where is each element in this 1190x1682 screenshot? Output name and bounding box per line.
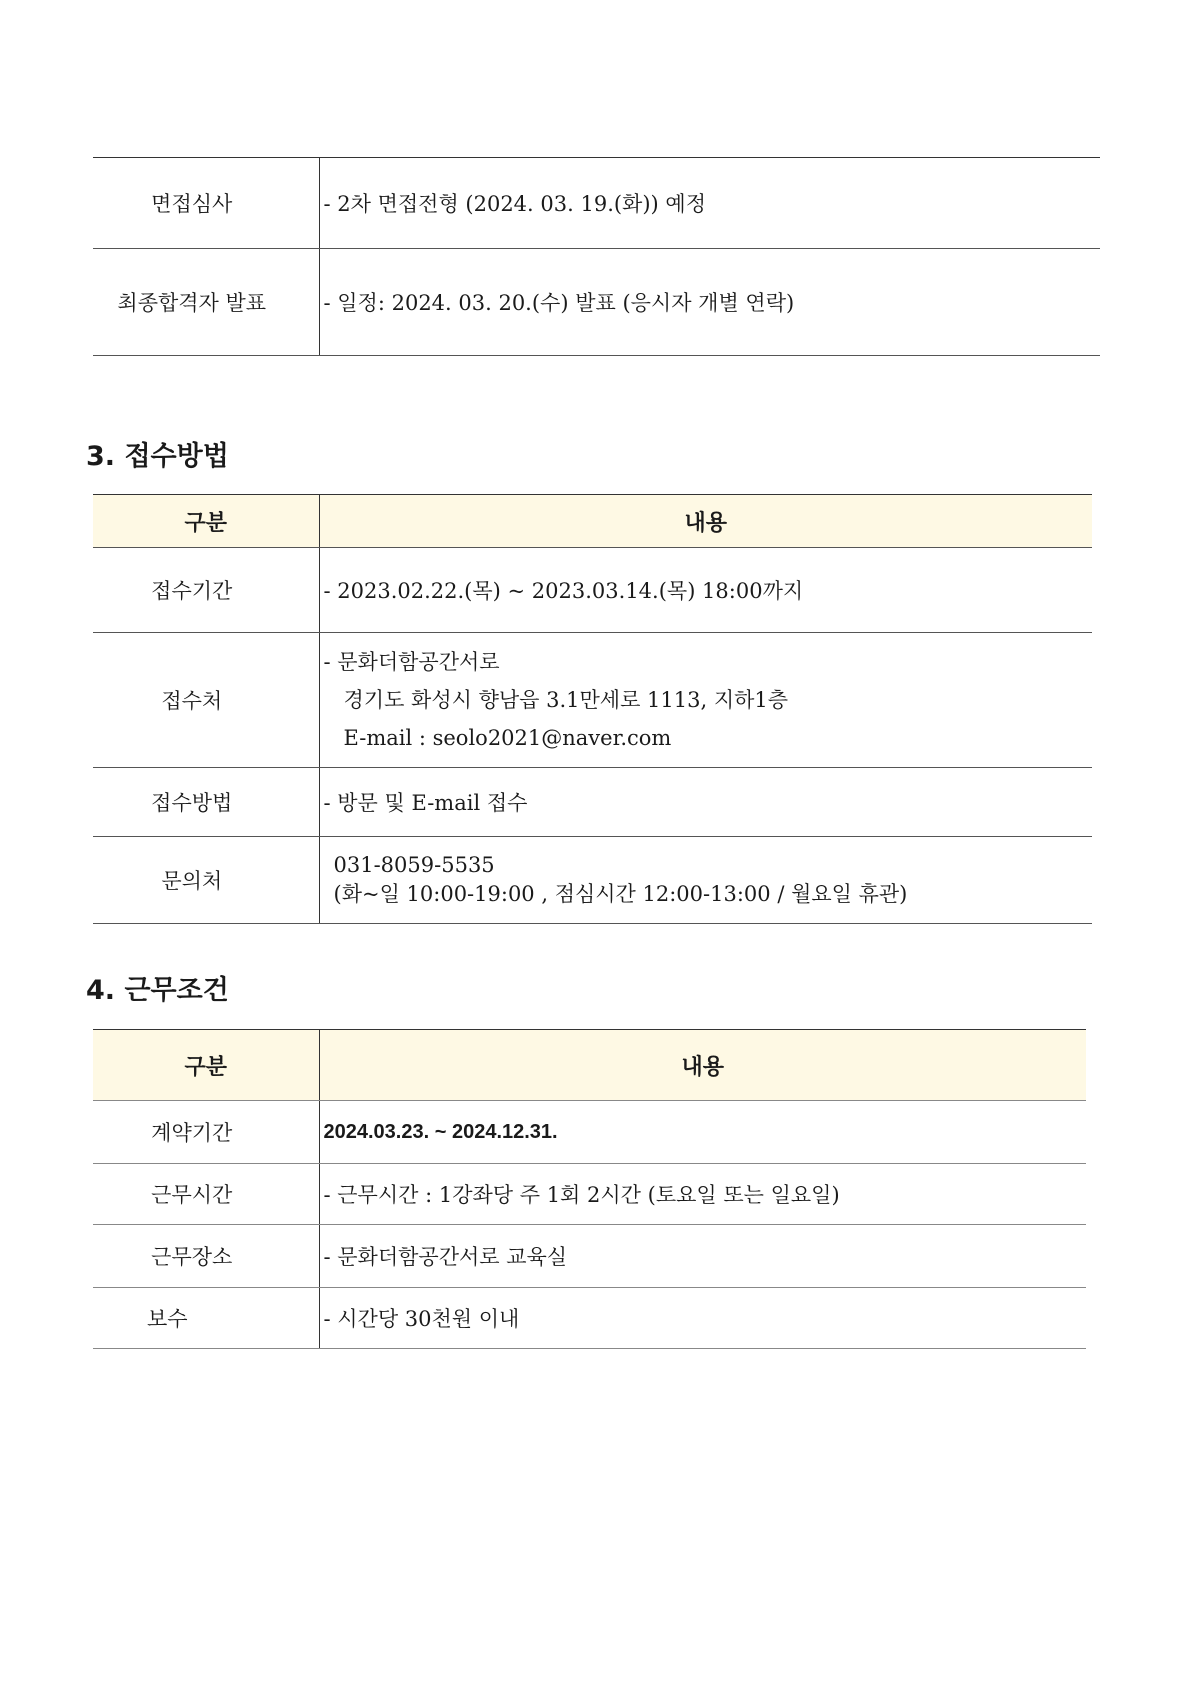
table-row <box>93 633 1092 768</box>
row-label: 접수방법 <box>93 768 319 837</box>
place-name: - 문화더함공간서로 <box>323 650 500 674</box>
row-value: - 2차 면접전형 (2024. 03. 19.(화)) 예정 <box>319 158 1100 249</box>
row-label: 근무장소 <box>93 1225 319 1288</box>
row-value <box>319 837 1092 924</box>
table-header-row <box>93 495 1092 548</box>
table-row <box>93 158 1100 249</box>
row-label: 접수처 <box>93 633 319 768</box>
table-header-row <box>93 1030 1086 1101</box>
section-title-reception: 3. 접수방법 <box>86 441 229 472</box>
table-row <box>93 1288 1086 1349</box>
row-label: 최종합격자 발표 <box>93 249 319 356</box>
place-email: E-mail : seolo2021@naver.com <box>343 726 672 750</box>
place-address: 경기도 화성시 향남읍 3.1만세로 1113, 지하1층 <box>343 688 789 712</box>
table-row <box>93 1225 1086 1288</box>
row-label: 접수기간 <box>93 548 319 633</box>
work-conditions-table <box>93 1029 1086 1349</box>
table-row <box>93 1164 1086 1225</box>
row-label: 보수 <box>93 1288 319 1349</box>
header-content: 내용 <box>319 1030 1086 1101</box>
table-row <box>93 548 1092 633</box>
table-row <box>93 249 1100 356</box>
row-label: 계약기간 <box>93 1101 319 1164</box>
header-content: 내용 <box>319 495 1092 548</box>
row-value: - 방문 및 E-mail 접수 <box>319 768 1092 837</box>
row-value: - 시간당 30천원 이내 <box>319 1288 1086 1349</box>
reception-table <box>93 494 1092 924</box>
row-label: 문의처 <box>93 837 319 924</box>
row-value <box>319 633 1092 768</box>
table-row <box>93 837 1092 924</box>
schedule-table <box>93 157 1100 356</box>
header-category: 구분 <box>93 1030 319 1101</box>
contact-hours: (화~일 10:00-19:00 , 점심시간 12:00-13:00 / 월요일 휴관) <box>333 882 908 906</box>
row-value: - 2023.02.22.(목) ~ 2023.03.14.(목) 18:00까지 <box>319 548 1092 633</box>
row-value: 2024.03.23. ~ 2024.12.31. <box>319 1101 1086 1164</box>
row-value: - 근무시간 : 1강좌당 주 1회 2시간 (토요일 또는 일요일) <box>319 1164 1086 1225</box>
section-title-work-conditions: 4. 근무조건 <box>86 975 229 1006</box>
row-label: 면접심사 <box>93 158 319 249</box>
table-row <box>93 768 1092 837</box>
table-row <box>93 1101 1086 1164</box>
header-category: 구분 <box>93 495 319 548</box>
row-value: - 문화더함공간서로 교육실 <box>319 1225 1086 1288</box>
row-value: - 일정: 2024. 03. 20.(수) 발표 (응시자 개별 연락) <box>319 249 1100 356</box>
row-label: 근무시간 <box>93 1164 319 1225</box>
contact-phone: 031-8059-5535 <box>333 853 495 877</box>
